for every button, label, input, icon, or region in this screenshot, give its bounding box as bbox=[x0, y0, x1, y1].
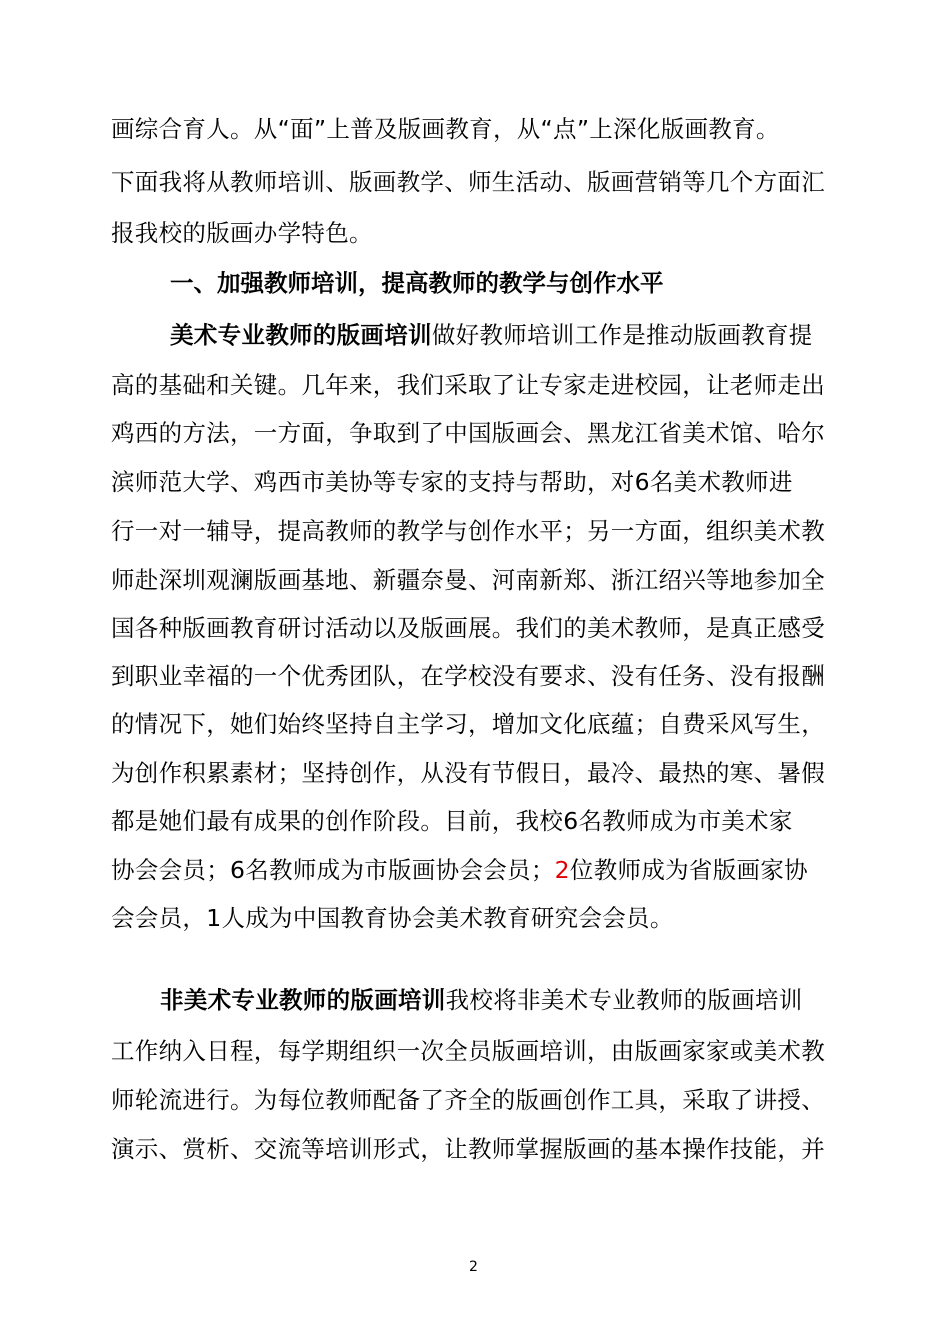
art-line-1: 高的基础和关键。几年来，我们采取了让专家走进校园，让老师走出 bbox=[111, 371, 825, 399]
art-line-11-after: 位教师成为省版画家协 bbox=[569, 856, 808, 884]
art-line-11-before: 协会会员；6名教师成为市版画协会会员； bbox=[111, 856, 555, 884]
nonart-line-1: 工作纳入日程，每学期组织一次全员版画培训，由版画家家或美术教 bbox=[111, 1037, 825, 1065]
art-line-4: 行一对一辅导，提高教师的教学与创作水平；另一方面，组织美术教 bbox=[111, 517, 825, 545]
art-line-11 bbox=[111, 855, 851, 885]
art-line-7: 到职业幸福的一个优秀团队，在学校没有要求、没有任务、没有报酬 bbox=[111, 662, 825, 690]
art-line-12: 会会员，1人成为中国教育协会美术教育研究会会员。 bbox=[111, 904, 674, 932]
nonart-paragraph-lead-bold: 非美术专业教师的版画培训 bbox=[160, 986, 446, 1014]
intro-line-1: 画综合育人。从“面”上普及版画教育，从“点”上深化版画教育。 bbox=[111, 115, 780, 143]
nonart-line-2: 师轮流进行。为每位教师配备了齐全的版画创作工具，采取了讲授、 bbox=[111, 1086, 825, 1114]
art-line-3: 滨师范大学、鸡西市美协等专家的支持与帮助，对6名美术教师进 bbox=[111, 468, 793, 496]
art-line-10: 都是她们最有成果的创作阶段。目前，我校6名教师成为市美术家 bbox=[111, 807, 793, 835]
art-paragraph-first-line bbox=[170, 320, 860, 350]
art-line-6: 国各种版画教育研讨活动以及版画展。我们的美术教师，是真正感受 bbox=[111, 614, 825, 642]
nonart-line-3: 演示、赏析、交流等培训形式，让教师掌握版画的基本操作技能，并 bbox=[111, 1135, 825, 1163]
intro-line-3: 报我校的版画办学特色。 bbox=[111, 219, 373, 247]
highlight-number: 2 bbox=[554, 856, 570, 884]
art-paragraph-lead-bold: 美术专业教师的版画培训 bbox=[170, 321, 432, 349]
art-line-8: 的情况下，她们始终坚持自主学习，增加文化底蕴；自费采风写生， bbox=[111, 710, 825, 738]
section-heading: 一、加强教师培训，提高教师的教学与创作水平 bbox=[170, 269, 664, 297]
art-line-5: 师赴深圳观澜版画基地、新疆奈曼、河南新郑、浙江绍兴等地参加全 bbox=[111, 566, 825, 594]
nonart-paragraph-first-line bbox=[160, 985, 860, 1015]
nonart-paragraph-lead-rest: 我校将非美术专业教师的版画培训 bbox=[445, 986, 803, 1014]
art-line-2: 鸡西的方法，一方面，争取到了中国版画会、黑龙江省美术馆、哈尔 bbox=[111, 419, 825, 447]
art-line-9: 为创作积累素材；坚持创作，从没有节假日，最冷、最热的寒、暑假 bbox=[111, 759, 825, 787]
page-number: 2 bbox=[469, 1259, 478, 1275]
art-paragraph-lead-rest: 做好教师培训工作是推动版画教育提 bbox=[431, 321, 813, 349]
intro-line-2: 下面我将从教师培训、版画教学、师生活动、版画营销等几个方面汇 bbox=[111, 168, 825, 196]
